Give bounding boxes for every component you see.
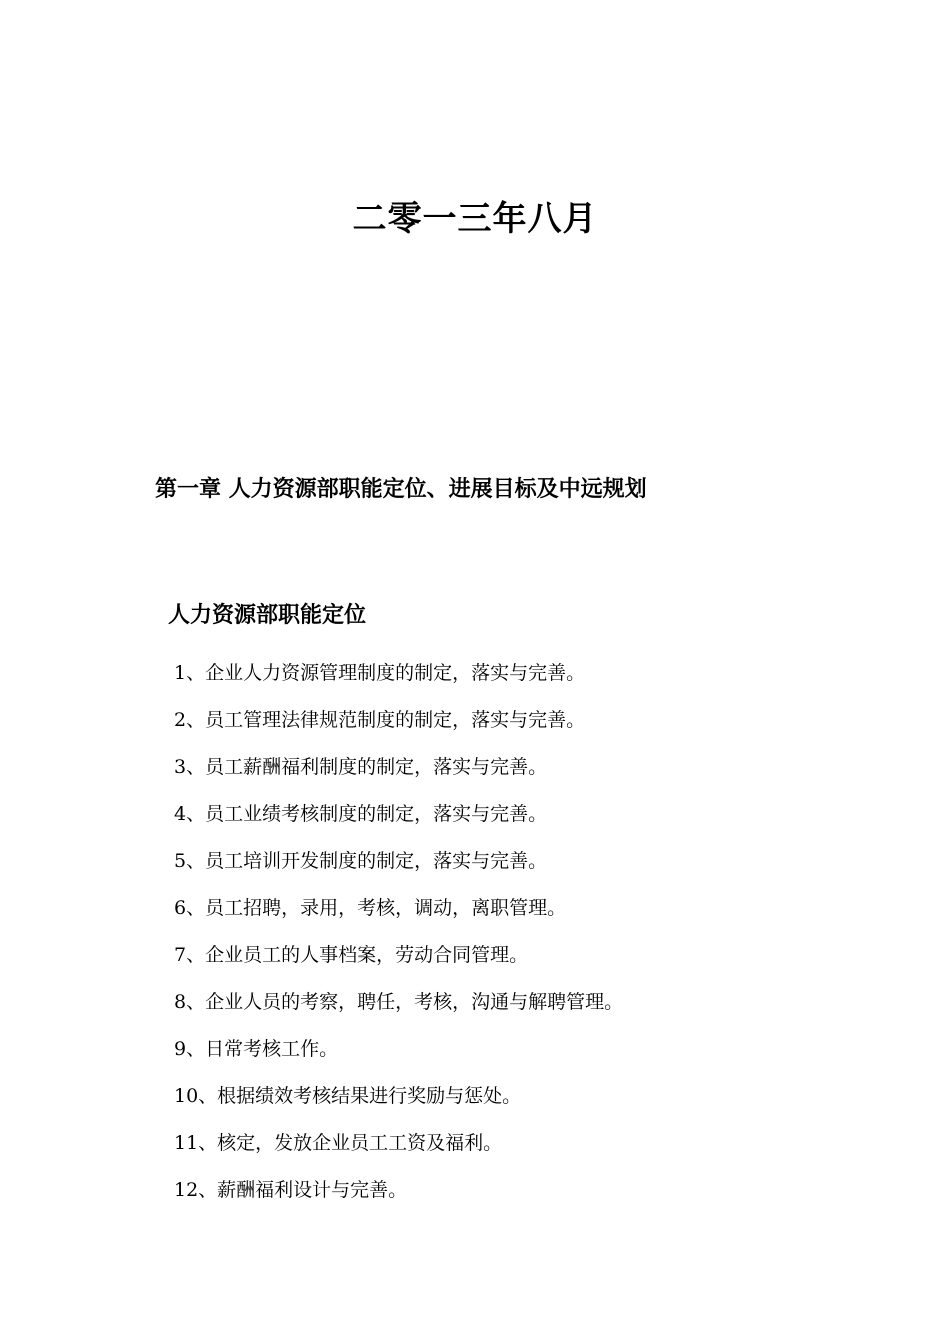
list-item: 11、核定，发放企业员工工资及福利。: [174, 1132, 503, 1154]
list-item: 12、薪酬福利设计与完善。: [174, 1179, 408, 1201]
chapter-title: 第一章 人力资源部职能定位、进展目标及中远规划: [155, 477, 647, 502]
list-item: 1、企业人力资源管理制度的制定，落实与完善。: [174, 662, 586, 684]
duty-list: [174, 650, 623, 1214]
list-item: 7、企业员工的人事档案，劳动合同管理。: [174, 944, 529, 966]
list-item: 3、员工薪酬福利制度的制定，落实与完善。: [174, 756, 548, 778]
date-title: 二零一三年八月: [352, 199, 598, 239]
list-item: 8、企业人员的考察，聘任，考核，沟通与解聘管理。: [174, 991, 624, 1013]
list-item: 10、根据绩效考核结果进行奖励与惩处。: [174, 1085, 522, 1107]
list-item: 4、员工业绩考核制度的制定，落实与完善。: [174, 803, 548, 825]
list-item: 9、日常考核工作。: [174, 1038, 339, 1060]
list-item: 6、员工招聘，录用，考核，调动，离职管理。: [174, 897, 567, 919]
list-item: 2、员工管理法律规范制度的制定，落实与完善。: [174, 709, 586, 731]
section-title: 人力资源部职能定位: [168, 603, 367, 628]
list-item: 5、员工培训开发制度的制定，落实与完善。: [174, 850, 548, 872]
